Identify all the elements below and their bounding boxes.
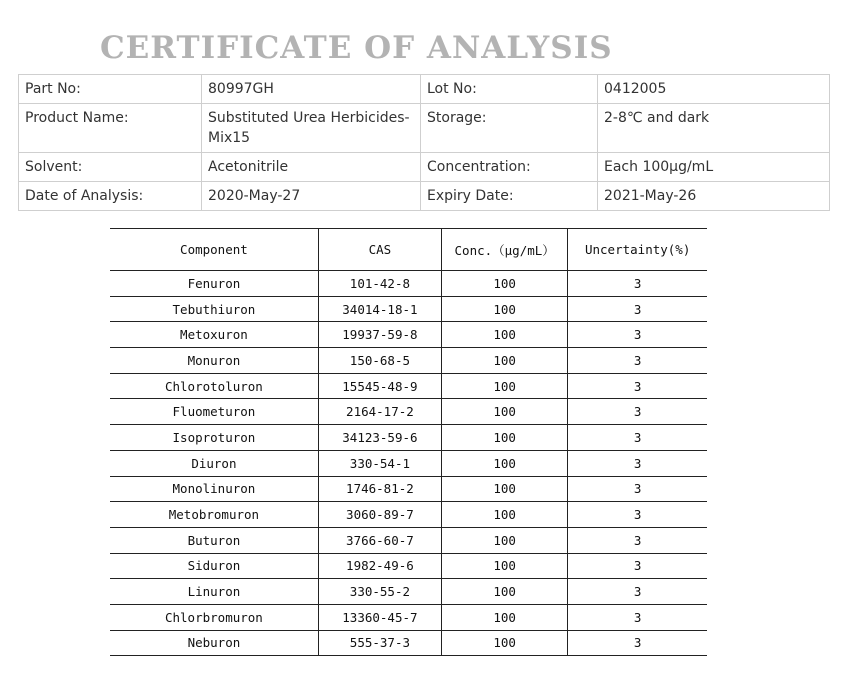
lot-no-label: Lot No: [421,75,598,104]
info-row [19,104,830,153]
concentration: 100 [442,502,568,528]
uncertainty: 3 [568,425,707,451]
table-row [110,296,707,322]
uncertainty: 3 [568,527,707,553]
cas-number: 2164-17-2 [318,399,441,425]
cas-number: 330-55-2 [318,579,441,605]
component-header: Component [110,229,318,271]
product-name-value: Substituted Urea Herbicides-Mix15 [202,104,421,153]
solvent-label: Solvent: [19,153,202,182]
table-row [110,425,707,451]
table-row [110,322,707,348]
uncertainty: 3 [568,322,707,348]
part-no-value: 80997GH [202,75,421,104]
table-row [110,348,707,374]
solvent-value: Acetonitrile [202,153,421,182]
uncertainty: 3 [568,502,707,528]
uncertainty: 3 [568,579,707,605]
table-row [110,476,707,502]
component-name: Chlorbromuron [110,604,318,630]
component-name: Fluometuron [110,399,318,425]
component-name: Monolinuron [110,476,318,502]
cas-number: 330-54-1 [318,450,441,476]
concentration: 100 [442,399,568,425]
info-row [19,182,830,211]
uncertainty: 3 [568,271,707,297]
table-row [110,450,707,476]
conc-header: Conc.（μg/mL） [442,229,568,271]
concentration: 100 [442,322,568,348]
uncertainty: 3 [568,450,707,476]
lot-no-value: 0412005 [598,75,830,104]
concentration: 100 [442,425,568,451]
component-name: Siduron [110,553,318,579]
concentration: 100 [442,476,568,502]
table-row [110,527,707,553]
cas-number: 555-37-3 [318,630,441,656]
date-of-analysis-value: 2020-May-27 [202,182,421,211]
cas-number: 101-42-8 [318,271,441,297]
expiry-date-value: 2021-May-26 [598,182,830,211]
part-no-label: Part No: [19,75,202,104]
uncertainty-header: Uncertainty(%) [568,229,707,271]
concentration: 100 [442,348,568,374]
concentration: 100 [442,271,568,297]
expiry-date-label: Expiry Date: [421,182,598,211]
component-name: Diuron [110,450,318,476]
date-of-analysis-label: Date of Analysis: [19,182,202,211]
concentration-label: Concentration: [421,153,598,182]
components-header-row [110,229,707,271]
component-name: Metobromuron [110,502,318,528]
component-name: Buturon [110,527,318,553]
cas-number: 3060-89-7 [318,502,441,528]
concentration: 100 [442,604,568,630]
table-row [110,604,707,630]
component-name: Monuron [110,348,318,374]
cas-number: 150-68-5 [318,348,441,374]
concentration: 100 [442,296,568,322]
cas-number: 19937-59-8 [318,322,441,348]
component-name: Fenuron [110,271,318,297]
product-info-table [18,74,830,211]
cas-number: 15545-48-9 [318,373,441,399]
component-name: Linuron [110,579,318,605]
cas-number: 1982-49-6 [318,553,441,579]
cas-number: 1746-81-2 [318,476,441,502]
info-row [19,75,830,104]
cas-header: CAS [318,229,441,271]
table-row [110,553,707,579]
concentration: 100 [442,373,568,399]
uncertainty: 3 [568,553,707,579]
component-name: Tebuthiuron [110,296,318,322]
cas-number: 13360-45-7 [318,604,441,630]
product-name-label: Product Name: [19,104,202,153]
concentration: 100 [442,579,568,605]
table-row [110,502,707,528]
concentration: 100 [442,450,568,476]
uncertainty: 3 [568,604,707,630]
uncertainty: 3 [568,296,707,322]
component-name: Chlorotoluron [110,373,318,399]
info-row [19,153,830,182]
page-title: CERTIFICATE OF ANALYSIS [100,30,613,66]
table-row [110,579,707,605]
component-name: Metoxuron [110,322,318,348]
storage-label: Storage: [421,104,598,153]
component-name: Isoproturon [110,425,318,451]
uncertainty: 3 [568,348,707,374]
uncertainty: 3 [568,476,707,502]
concentration: 100 [442,527,568,553]
components-table [110,228,707,656]
storage-value: 2-8℃ and dark [598,104,830,153]
concentration: 100 [442,630,568,656]
table-row [110,399,707,425]
cas-number: 3766-60-7 [318,527,441,553]
table-row [110,373,707,399]
table-row [110,630,707,656]
uncertainty: 3 [568,399,707,425]
uncertainty: 3 [568,630,707,656]
cas-number: 34123-59-6 [318,425,441,451]
concentration-value: Each 100μg/mL [598,153,830,182]
concentration: 100 [442,553,568,579]
table-row [110,271,707,297]
cas-number: 34014-18-1 [318,296,441,322]
uncertainty: 3 [568,373,707,399]
component-name: Neburon [110,630,318,656]
